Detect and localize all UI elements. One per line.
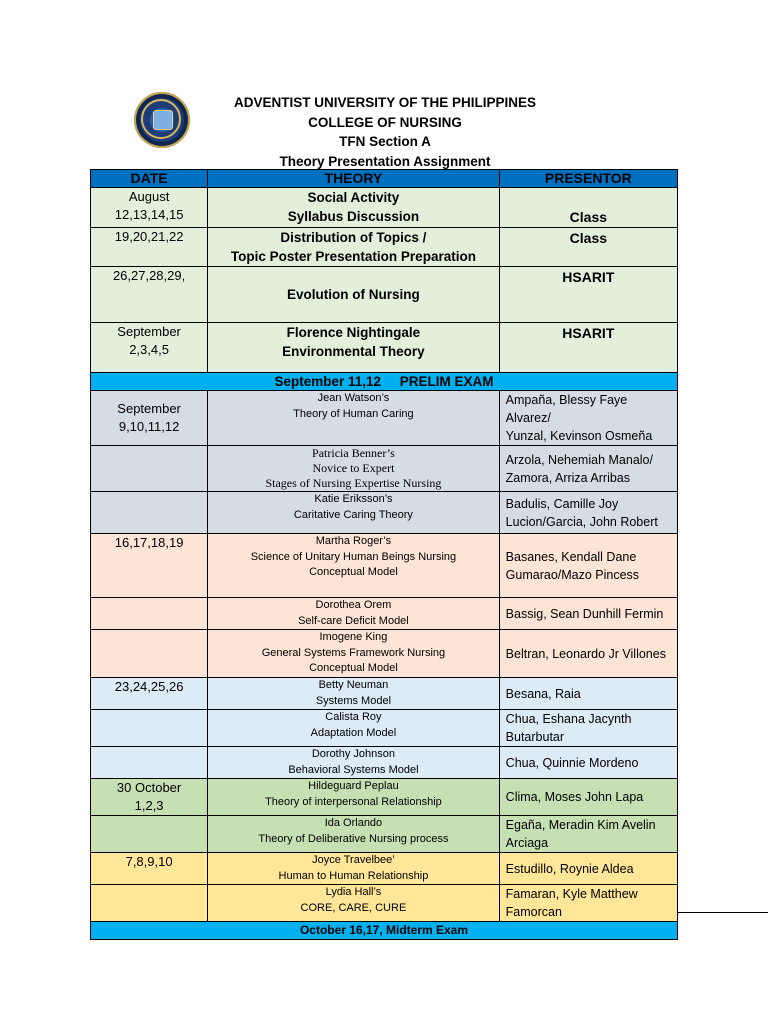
theory-cell: Florence Nightingale Environmental Theory <box>208 323 499 373</box>
table-row <box>91 779 678 816</box>
theory-cell: Social Activity Syllabus Discussion <box>208 188 499 228</box>
theory-cell: Lydia Hall’s CORE, CARE, CURE <box>208 885 499 922</box>
column-header-date: DATE <box>91 170 208 188</box>
theory-cell: Hildeguard Peplau Theory of interpersonal Relationship <box>208 779 499 816</box>
column-header-presentor: PRESENTOR <box>499 170 677 188</box>
presentor-cell: Basanes, Kendall Dane Gumarao/Mazo Pincess <box>499 534 677 598</box>
schedule-table <box>90 169 678 940</box>
table-row <box>91 492 678 534</box>
midterm-exam-banner: October 16,17, Midterm Exam <box>91 922 678 940</box>
date-cell <box>91 885 208 922</box>
theory-cell: Distribution of Topics / Topic Poster Presentation Preparation <box>208 228 499 267</box>
divider-line <box>678 912 768 913</box>
date-cell: September 2,3,4,5 <box>91 323 208 373</box>
date-cell <box>91 710 208 747</box>
date-cell <box>91 816 208 853</box>
table-row <box>91 853 678 885</box>
table-row <box>91 816 678 853</box>
document-title: Theory Presentation Assignment <box>279 153 491 169</box>
table-row <box>91 710 678 747</box>
table-row <box>91 678 678 710</box>
date-cell <box>91 747 208 779</box>
presentor-cell: Clima, Moses John Lapa <box>499 779 677 816</box>
table-row <box>91 534 678 598</box>
theory-cell: Martha Roger’s Science of Unitary Human Beings Nursing Conceptual Model <box>208 534 499 598</box>
presentor-cell: Class <box>499 188 677 228</box>
table-row <box>91 228 678 267</box>
university-seal-icon <box>134 92 190 148</box>
presentor-cell: HSARIT <box>499 323 677 373</box>
theory-cell: Betty Neuman Systems Model <box>208 678 499 710</box>
date-cell <box>91 446 208 492</box>
presentor-cell: Estudillo, Roynie Aldea <box>499 853 677 885</box>
date-cell <box>91 630 208 678</box>
presentor-cell: HSARIT <box>499 267 677 323</box>
presentor-cell: Beltran, Leonardo Jr Villones <box>499 630 677 678</box>
table-row <box>91 885 678 922</box>
presentor-cell: Besana, Raia <box>499 678 677 710</box>
table-row <box>91 630 678 678</box>
college-name: COLLEGE OF NURSING <box>308 114 462 130</box>
table-row <box>91 747 678 779</box>
theory-cell: Dorothy Johnson Behavioral Systems Model <box>208 747 499 779</box>
exam-banner-row <box>91 922 678 940</box>
theory-cell: Patricia Benner’s Novice to Expert Stages of Nursing Expertise Nursing <box>208 446 499 492</box>
theory-cell: Jean Watson’s Theory of Human Caring <box>208 391 499 446</box>
prelim-exam-banner: September 11,12 PRELIM EXAM <box>91 373 678 391</box>
table-row <box>91 323 678 373</box>
presentor-cell: Class <box>499 228 677 267</box>
date-cell: 30 October 1,2,3 <box>91 779 208 816</box>
date-cell: 23,24,25,26 <box>91 678 208 710</box>
date-cell: 7,8,9,10 <box>91 853 208 885</box>
theory-cell: Joyce Travelbee’ Human to Human Relationship <box>208 853 499 885</box>
date-cell: 19,20,21,22 <box>91 228 208 267</box>
theory-cell: Calista Roy Adaptation Model <box>208 710 499 747</box>
table-row <box>91 267 678 323</box>
date-cell: 16,17,18,19 <box>91 534 208 598</box>
theory-cell: Katie Eriksson’s Caritative Caring Theory <box>208 492 499 534</box>
date-cell <box>91 598 208 630</box>
column-header-theory: THEORY <box>208 170 499 188</box>
university-name: ADVENTIST UNIVERSITY OF THE PHILIPPINES <box>233 95 537 110</box>
theory-cell: Imogene King General Systems Framework Nursing Conceptual Model <box>208 630 499 678</box>
theory-cell: Evolution of Nursing <box>208 267 499 323</box>
presentor-cell: Chua, Eshana Jacynth Butarbutar <box>499 710 677 747</box>
section-name: TFN Section A <box>339 134 431 149</box>
theory-cell: Ida Orlando Theory of Deliberative Nursing process <box>208 816 499 853</box>
date-cell: 26,27,28,29, <box>91 267 208 323</box>
date-cell <box>91 492 208 534</box>
table-row <box>91 598 678 630</box>
table-row <box>91 188 678 228</box>
presentor-cell: Arzola, Nehemiah Manalo/ Zamora, Arriza Arribas <box>499 446 677 492</box>
presentor-cell: Egaña, Meradin Kim Avelin Arciaga <box>499 816 677 853</box>
presentor-cell: Famaran, Kyle Matthew Famorcan <box>499 885 677 922</box>
theory-cell: Dorothea Orem Self-care Deficit Model <box>208 598 499 630</box>
presentor-cell: Badulis, Camille Joy Lucion/Garcia, John Robert <box>499 492 677 534</box>
date-cell: August 12,13,14,15 <box>91 188 208 228</box>
table-row <box>91 446 678 492</box>
table-row <box>91 391 678 446</box>
table-header-row <box>91 170 678 188</box>
presentor-cell: Bassig, Sean Dunhill Fermin <box>499 598 677 630</box>
date-cell: September 9,10,11,12 <box>91 391 208 446</box>
presentor-cell: Chua, Quinnie Mordeno <box>499 747 677 779</box>
document-header <box>230 93 540 171</box>
exam-banner-row <box>91 373 678 391</box>
presentor-cell: Ampaña, Blessy Faye Alvarez/ Yunzal, Kevinson Osmeña <box>499 391 677 446</box>
